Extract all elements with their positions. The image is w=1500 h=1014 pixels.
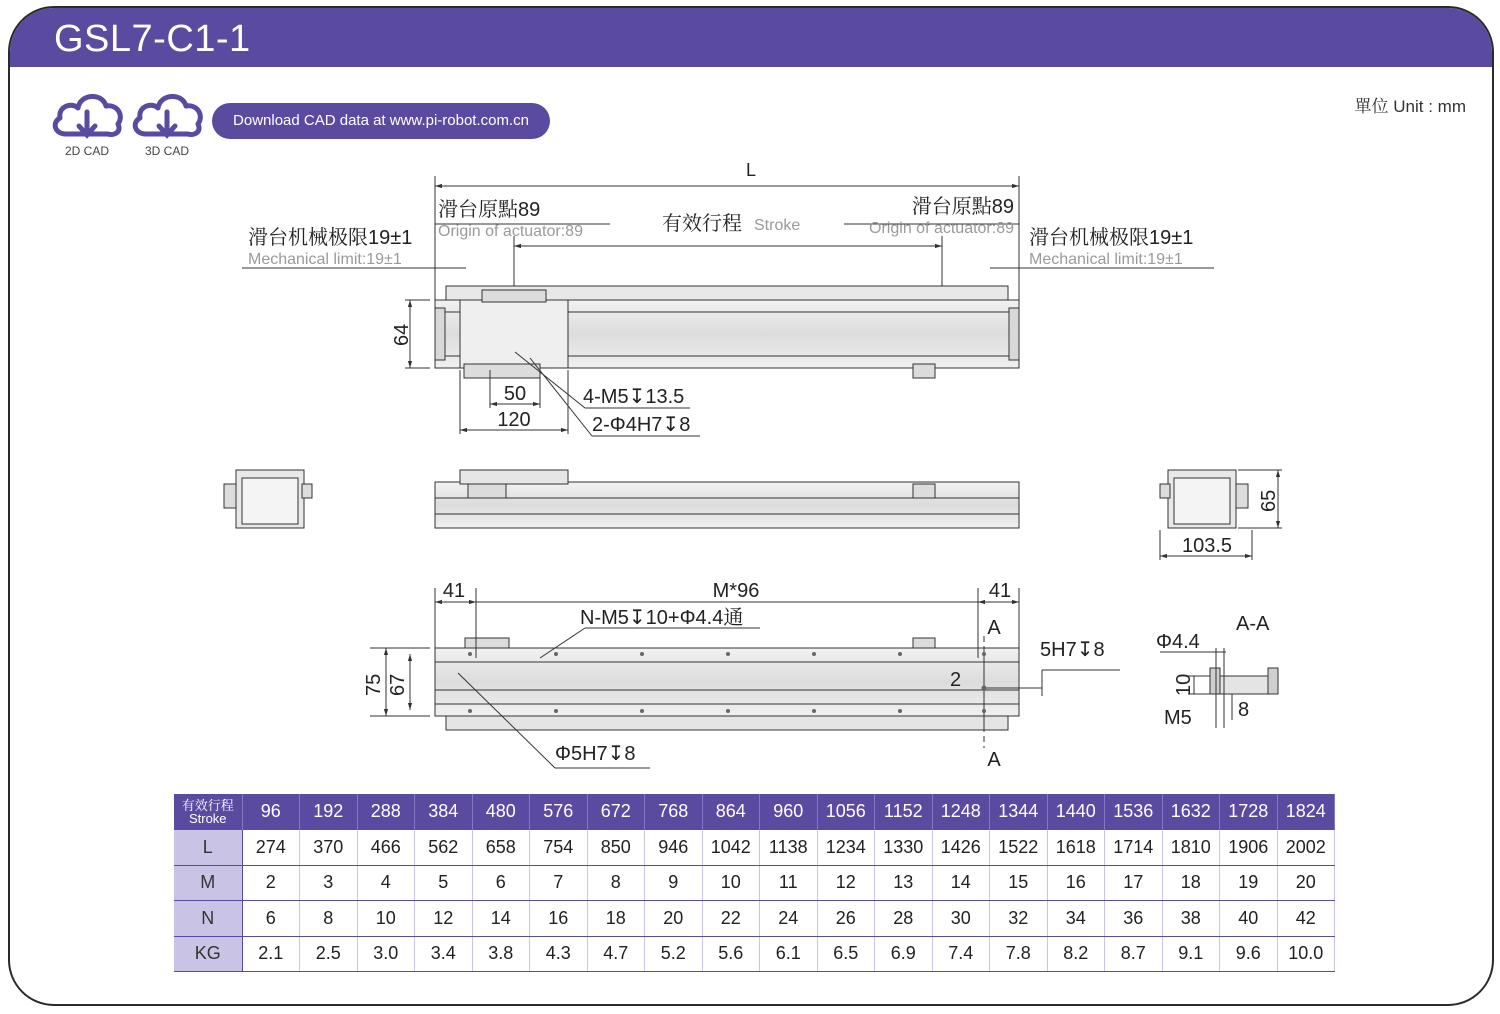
hole-m5-label: 4-M5↧13.5 bbox=[583, 386, 685, 408]
table-cell: 1714 bbox=[1105, 830, 1163, 866]
stroke-cell: 1248 bbox=[932, 794, 990, 830]
table-cell: 10 bbox=[357, 901, 415, 937]
table-cell: 5 bbox=[415, 865, 473, 901]
dim-8: 8 bbox=[1238, 699, 1250, 721]
stroke-cell: 288 bbox=[357, 794, 415, 830]
table-row bbox=[174, 865, 1335, 901]
table-cell: 16 bbox=[1047, 865, 1105, 901]
table-cell: 18 bbox=[1162, 865, 1220, 901]
dim-64: 64 bbox=[391, 323, 413, 346]
side-view bbox=[224, 470, 1282, 560]
section-a-top: A bbox=[987, 617, 1001, 639]
stroke-cn: 有效行程 bbox=[662, 213, 742, 235]
table-cell: 40 bbox=[1220, 901, 1278, 937]
table-cell: 1522 bbox=[990, 830, 1048, 866]
phi5-label: Φ5H7↧8 bbox=[555, 743, 636, 765]
table-cell: 3.8 bbox=[472, 936, 530, 972]
dim-2: 2 bbox=[950, 669, 962, 691]
table-cell: 754 bbox=[530, 830, 588, 866]
table-cell: 1330 bbox=[875, 830, 933, 866]
table-row bbox=[174, 830, 1335, 866]
dim-67: 67 bbox=[387, 673, 409, 696]
spec-card bbox=[8, 6, 1494, 1006]
table-cell: 7.4 bbox=[932, 936, 990, 972]
dim-l: L bbox=[745, 160, 757, 180]
stroke-cell: 96 bbox=[242, 794, 300, 830]
table-cell: 6.1 bbox=[760, 936, 818, 972]
table-cell: 12 bbox=[817, 865, 875, 901]
table-cell: 26 bbox=[817, 901, 875, 937]
stroke-en: Stroke bbox=[754, 217, 801, 234]
stroke-cell: 1152 bbox=[875, 794, 933, 830]
table-cell: 6.9 bbox=[875, 936, 933, 972]
table-cell: 466 bbox=[357, 830, 415, 866]
table-cell: 658 bbox=[472, 830, 530, 866]
spec-table-wrap bbox=[174, 794, 1335, 972]
table-cell: 18 bbox=[587, 901, 645, 937]
table-cell: 8.7 bbox=[1105, 936, 1163, 972]
table-cell: 3 bbox=[300, 865, 358, 901]
table-cell: 30 bbox=[932, 901, 990, 937]
dim-120: 120 bbox=[497, 409, 531, 431]
row-label: N bbox=[174, 901, 242, 937]
table-cell: 1426 bbox=[932, 830, 990, 866]
stroke-cell: 480 bbox=[472, 794, 530, 830]
table-cell: 14 bbox=[472, 901, 530, 937]
table-cell: 850 bbox=[587, 830, 645, 866]
stroke-cell: 960 bbox=[760, 794, 818, 830]
table-cell: 1618 bbox=[1047, 830, 1105, 866]
table-cell: 12 bbox=[415, 901, 473, 937]
table-cell: 3.4 bbox=[415, 936, 473, 972]
table-cell: 38 bbox=[1162, 901, 1220, 937]
table-cell: 7.8 bbox=[990, 936, 1048, 972]
table-cell: 10.0 bbox=[1277, 936, 1335, 972]
table-cell: 10 bbox=[702, 865, 760, 901]
mech-right-cn: 滑台机械极限19±1 bbox=[1029, 227, 1194, 249]
section-a-bottom: A bbox=[987, 749, 1001, 771]
stroke-cell: 384 bbox=[415, 794, 473, 830]
table-cell: 1138 bbox=[760, 830, 818, 866]
bottom-view bbox=[370, 588, 1120, 768]
stroke-cell: 1344 bbox=[990, 794, 1048, 830]
stroke-cell: 672 bbox=[587, 794, 645, 830]
table-cell: 24 bbox=[760, 901, 818, 937]
row-label: KG bbox=[174, 936, 242, 972]
table-cell: 20 bbox=[1277, 865, 1335, 901]
download-cad-link[interactable]: Download CAD data at www.pi-robot.com.cn bbox=[212, 103, 550, 139]
origin-left-cn: 滑台原點89 bbox=[438, 199, 541, 221]
table-row bbox=[174, 936, 1335, 972]
table-cell: 946 bbox=[645, 830, 703, 866]
dim-50: 50 bbox=[503, 383, 527, 405]
table-cell: 5.6 bbox=[702, 936, 760, 972]
dim-10: 10 bbox=[1173, 673, 1195, 696]
row-label: L bbox=[174, 830, 242, 866]
table-cell: 16 bbox=[530, 901, 588, 937]
dim-41-left: 41 bbox=[442, 580, 466, 602]
table-cell: 6 bbox=[242, 901, 300, 937]
m5-label: M5 bbox=[1164, 707, 1192, 729]
table-cell: 9 bbox=[645, 865, 703, 901]
table-cell: 7 bbox=[530, 865, 588, 901]
table-cell: 6 bbox=[472, 865, 530, 901]
table-cell: 1042 bbox=[702, 830, 760, 866]
table-cell: 14 bbox=[932, 865, 990, 901]
stroke-cell: 576 bbox=[530, 794, 588, 830]
table-cell: 8.2 bbox=[1047, 936, 1105, 972]
stroke-cell: 864 bbox=[702, 794, 760, 830]
table-cell: 3.0 bbox=[357, 936, 415, 972]
dim-m96: M*96 bbox=[712, 580, 760, 602]
stroke-cell: 1728 bbox=[1220, 794, 1278, 830]
mech-left-cn: 滑台机械极限19±1 bbox=[248, 227, 413, 249]
table-cell: 2.1 bbox=[242, 936, 300, 972]
origin-right-cn: 滑台原點89 bbox=[911, 196, 1014, 218]
table-cell: 5.2 bbox=[645, 936, 703, 972]
table-cell: 274 bbox=[242, 830, 300, 866]
table-cell: 34 bbox=[1047, 901, 1105, 937]
table-body bbox=[174, 830, 1335, 972]
origin-right-en: Origin of actuator:89 bbox=[869, 220, 1014, 237]
table-cell: 20 bbox=[645, 901, 703, 937]
stroke-header-cell bbox=[174, 794, 242, 830]
cad-3d-label: 3D CAD bbox=[144, 144, 189, 158]
dim-41-right: 41 bbox=[988, 580, 1012, 602]
stroke-cell: 1536 bbox=[1105, 794, 1163, 830]
table-cell: 370 bbox=[300, 830, 358, 866]
mech-right-en: Mechanical limit:19±1 bbox=[1029, 251, 1183, 268]
table-cell: 2002 bbox=[1277, 830, 1335, 866]
table-cell: 22 bbox=[702, 901, 760, 937]
table-cell: 19 bbox=[1220, 865, 1278, 901]
table-cell: 4 bbox=[357, 865, 415, 901]
mech-left-en: Mechanical limit:19±1 bbox=[248, 251, 402, 268]
table-cell: 28 bbox=[875, 901, 933, 937]
spec-table bbox=[174, 794, 1335, 972]
table-cell: 1234 bbox=[817, 830, 875, 866]
table-row bbox=[174, 901, 1335, 937]
stroke-cell: 1824 bbox=[1277, 794, 1335, 830]
row-label: M bbox=[174, 865, 242, 901]
table-cell: 36 bbox=[1105, 901, 1163, 937]
dim-65: 65 bbox=[1258, 489, 1280, 512]
table-cell: 11 bbox=[760, 865, 818, 901]
stroke-cell: 1440 bbox=[1047, 794, 1105, 830]
table-header-row bbox=[174, 794, 1335, 830]
table-cell: 4.7 bbox=[587, 936, 645, 972]
table-cell: 2 bbox=[242, 865, 300, 901]
cad-2d-label: 2D CAD bbox=[64, 144, 109, 158]
stroke-header-cn: 有效行程 bbox=[181, 797, 234, 813]
table-cell: 2.5 bbox=[300, 936, 358, 972]
stroke-cell: 192 bbox=[300, 794, 358, 830]
table-cell: 42 bbox=[1277, 901, 1335, 937]
table-cell: 8 bbox=[587, 865, 645, 901]
dim-5h7: 5H7↧8 bbox=[1040, 639, 1105, 661]
table-cell: 32 bbox=[990, 901, 1048, 937]
table-cell: 1906 bbox=[1220, 830, 1278, 866]
table-cell: 13 bbox=[875, 865, 933, 901]
table-cell: 4.3 bbox=[530, 936, 588, 972]
table-cell: 9.1 bbox=[1162, 936, 1220, 972]
table-cell: 17 bbox=[1105, 865, 1163, 901]
stroke-cell: 768 bbox=[645, 794, 703, 830]
table-cell: 8 bbox=[300, 901, 358, 937]
table-cell: 1810 bbox=[1162, 830, 1220, 866]
table-cell: 6.5 bbox=[817, 936, 875, 972]
origin-left-en: Origin of actuator:89 bbox=[438, 223, 583, 240]
dim-103-5: 103.5 bbox=[1181, 535, 1233, 557]
stroke-header-en: Stroke bbox=[188, 810, 227, 826]
hole-phi4-label: 2-Φ4H7↧8 bbox=[592, 414, 691, 436]
table-cell: 562 bbox=[415, 830, 473, 866]
stroke-cell: 1056 bbox=[817, 794, 875, 830]
holes-n-label: N-M5↧10+Φ4.4通 bbox=[580, 607, 744, 629]
section-title: A-A bbox=[1236, 613, 1270, 635]
unit-label: 單位 Unit : mm bbox=[1354, 97, 1466, 116]
stroke-cell: 1632 bbox=[1162, 794, 1220, 830]
table-cell: 9.6 bbox=[1220, 936, 1278, 972]
page-title: GSL7-C1-1 bbox=[54, 18, 251, 60]
phi44-label: Φ4.4 bbox=[1156, 631, 1200, 653]
dim-75: 75 bbox=[363, 673, 385, 696]
table-cell: 15 bbox=[990, 865, 1048, 901]
